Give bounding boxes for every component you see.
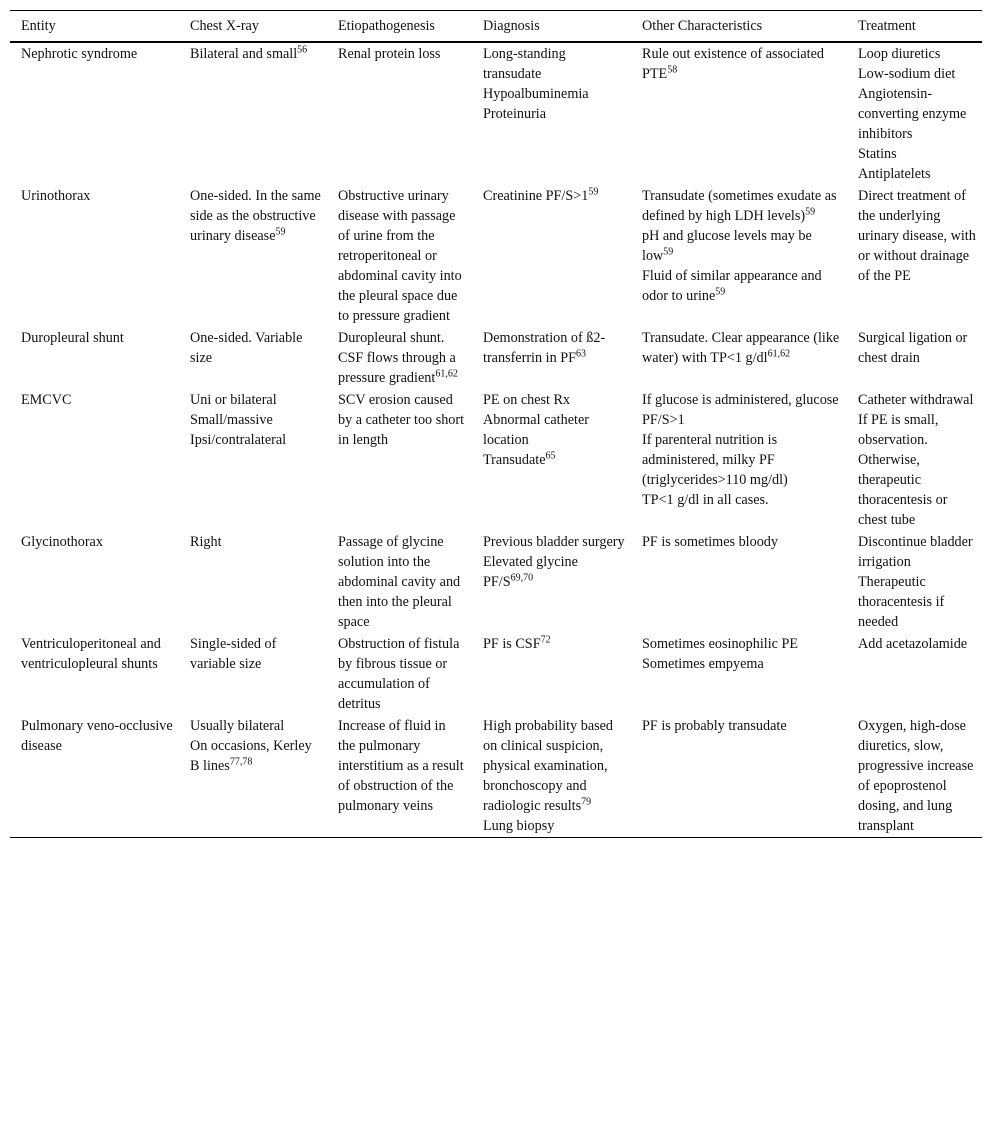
cell-line xyxy=(858,84,976,144)
cell-line-text: One-sided. In the same side as the obstructive urinary disease xyxy=(190,188,321,244)
cell-etiopathogenesis xyxy=(327,42,472,185)
cell-etiopathogenesis xyxy=(327,389,472,531)
pleural-effusion-table xyxy=(10,10,982,838)
cell-line-text: Sometimes eosinophilic PE xyxy=(642,636,799,652)
cell-line xyxy=(642,634,841,654)
cell-line xyxy=(190,44,321,64)
cell-line xyxy=(190,410,321,430)
cell-line-text: Long-standing transudate xyxy=(483,46,566,82)
cell-line xyxy=(858,144,976,164)
table-row xyxy=(10,389,982,531)
cell-line xyxy=(338,44,466,64)
cell-diagnosis xyxy=(472,633,631,715)
table-body xyxy=(10,42,982,838)
cell-line xyxy=(338,532,466,632)
table-row xyxy=(10,185,982,327)
reference-superscript: 56 xyxy=(297,44,308,56)
cell-line-text: PF is sometimes bloody xyxy=(642,534,778,550)
table-container xyxy=(10,10,982,838)
cell-line-text: Sometimes empyema xyxy=(642,656,764,672)
cell-line xyxy=(338,186,466,326)
cell-other-characteristics xyxy=(631,185,847,327)
reference-superscript: 59 xyxy=(663,246,674,258)
cell-line-text: Ipsi/contralateral xyxy=(190,432,287,448)
reference-superscript: 63 xyxy=(576,348,586,360)
cell-line xyxy=(483,532,625,552)
cell-entity xyxy=(10,327,179,389)
cell-line-text: Add acetazolamide xyxy=(858,636,968,652)
cell-entity xyxy=(10,715,179,838)
reference-superscript: 59 xyxy=(715,286,726,298)
table-row xyxy=(10,531,982,633)
cell-line xyxy=(858,410,976,530)
cell-text: Nephrotic syndrome xyxy=(21,46,138,62)
cell-line-text: PF is probably transudate xyxy=(642,718,787,734)
cell-line-text: If parenteral nutrition is administered, milky PF (triglycerides>110 mg/dl) xyxy=(642,432,788,488)
table-row xyxy=(10,715,982,838)
cell-line-text: Demonstration of ß2-transferrin in PF xyxy=(483,330,606,366)
cell-line xyxy=(858,164,976,184)
cell-line-text: Usually bilateral xyxy=(190,718,285,734)
cell-line xyxy=(190,186,321,246)
cell-line-text: Discontinue bladder irrigation xyxy=(858,534,973,570)
cell-line xyxy=(858,572,976,632)
cell-line xyxy=(642,390,841,430)
cell-chest-xray xyxy=(179,389,327,531)
cell-line-text: Uni or bilateral xyxy=(190,392,277,408)
cell-line xyxy=(483,44,625,84)
cell-line-text: High probability based on clinical suspicion, physical examination, bronchoscopy and radiologic results xyxy=(483,718,614,814)
cell-treatment xyxy=(847,633,982,715)
header-chest-xray: Chest X-ray xyxy=(190,18,259,34)
cell-line-text: pH and glucose levels may be low xyxy=(642,228,812,264)
cell-other-characteristics xyxy=(631,531,847,633)
cell-line-text: Elevated glycine PF/S xyxy=(483,554,578,590)
cell-line xyxy=(190,716,321,736)
cell-diagnosis xyxy=(472,185,631,327)
cell-line xyxy=(858,328,976,368)
cell-other-characteristics xyxy=(631,633,847,715)
cell-chest-xray xyxy=(179,185,327,327)
cell-line-text: Previous bladder surgery xyxy=(483,534,625,550)
cell-line-text: PF is CSF xyxy=(483,636,541,652)
cell-line xyxy=(190,390,321,410)
cell-line xyxy=(858,532,976,572)
reference-superscript: 65 xyxy=(545,450,556,462)
cell-treatment xyxy=(847,327,982,389)
reference-superscript: 72 xyxy=(540,634,551,646)
cell-line xyxy=(642,654,841,674)
cell-treatment xyxy=(847,389,982,531)
cell-line-text: Transudate (sometimes exudate as defined by high LDH levels) xyxy=(642,188,837,224)
cell-line-text: TP<1 g/dl in all cases. xyxy=(642,492,769,508)
cell-line xyxy=(642,490,841,510)
reference-superscript: 59 xyxy=(588,186,599,198)
cell-text: Duropleural shunt xyxy=(21,330,124,346)
cell-line xyxy=(483,450,625,470)
cell-text: Urinothorax xyxy=(21,188,91,204)
cell-text: EMCVC xyxy=(21,392,72,408)
cell-line-text: PE on chest Rx xyxy=(483,392,571,408)
cell-treatment xyxy=(847,715,982,838)
cell-line xyxy=(858,390,976,410)
cell-line-text: Obstructive urinary disease with passage of urine from the retroperitoneal or abdominal cavity into the pleural space due to pressure gradient xyxy=(338,188,462,324)
cell-line-text: If PE is small, observation. Otherwise, therapeutic thoracentesis or chest tube xyxy=(858,412,948,528)
cell-line xyxy=(858,44,976,64)
cell-line-text: Proteinuria xyxy=(483,106,547,122)
header-entity: Entity xyxy=(21,18,56,34)
cell-diagnosis xyxy=(472,327,631,389)
cell-line-text: Therapeutic thoracentesis if needed xyxy=(858,574,945,630)
cell-line-text: Abnormal catheter location xyxy=(483,412,589,448)
cell-line-text: Lung biopsy xyxy=(483,818,555,834)
cell-line-text: Catheter withdrawal xyxy=(858,392,974,408)
table-row xyxy=(10,327,982,389)
cell-other-characteristics xyxy=(631,715,847,838)
cell-line xyxy=(190,328,321,368)
cell-chest-xray xyxy=(179,633,327,715)
cell-line-text: Renal protein loss xyxy=(338,46,441,62)
cell-line-text: Low-sodium diet xyxy=(858,66,956,82)
cell-line xyxy=(642,716,841,736)
cell-line xyxy=(642,266,841,306)
cell-diagnosis xyxy=(472,715,631,838)
cell-line-text: Creatinine PF/S>1 xyxy=(483,188,589,204)
cell-line xyxy=(483,390,625,410)
cell-line-text: Direct treatment of the underlying urinary disease, with or without drainage of the PE xyxy=(858,188,976,284)
cell-diagnosis xyxy=(472,531,631,633)
cell-line-text: Angiotensin-converting enzyme inhibitors xyxy=(858,86,967,142)
cell-line-text: Loop diuretics xyxy=(858,46,941,62)
cell-line xyxy=(642,226,841,266)
header-treatment: Treatment xyxy=(858,18,916,34)
header-etiopathogenesis: Etiopathogenesis xyxy=(338,18,435,34)
reference-superscript: 69,70 xyxy=(510,572,534,584)
cell-line xyxy=(338,716,466,816)
cell-treatment xyxy=(847,42,982,185)
cell-line-text: Statins xyxy=(858,146,897,162)
cell-line xyxy=(858,64,976,84)
cell-line-text: Passage of glycine solution into the abdominal cavity and then into the pleural space xyxy=(338,534,461,630)
header-diagnosis: Diagnosis xyxy=(483,18,540,34)
cell-etiopathogenesis xyxy=(327,185,472,327)
cell-line-text: On occasions, Kerley B lines xyxy=(190,738,312,774)
cell-line xyxy=(642,430,841,490)
cell-line xyxy=(483,716,625,816)
cell-text: Pulmonary veno-occlusive disease xyxy=(21,718,173,754)
cell-entity xyxy=(10,185,179,327)
cell-chest-xray xyxy=(179,42,327,185)
cell-chest-xray xyxy=(179,327,327,389)
cell-line-text: If glucose is administered, glucose PF/S>1 xyxy=(642,392,839,428)
cell-line xyxy=(338,328,466,388)
reference-superscript: 77,78 xyxy=(229,756,253,768)
cell-line xyxy=(483,634,625,654)
cell-line-text: Obstruction of fistula by fibrous tissue or accumulation of detritus xyxy=(338,636,460,712)
cell-line xyxy=(338,390,466,450)
cell-line xyxy=(642,328,841,368)
cell-line-text: One-sided. Variable size xyxy=(190,330,303,366)
cell-diagnosis xyxy=(472,42,631,185)
cell-line-text: Transudate xyxy=(483,452,546,468)
cell-etiopathogenesis xyxy=(327,715,472,838)
cell-line xyxy=(483,84,625,104)
cell-line xyxy=(190,430,321,450)
cell-other-characteristics xyxy=(631,42,847,185)
cell-line xyxy=(483,552,625,592)
cell-line xyxy=(338,634,466,714)
cell-line-text: Rule out existence of associated PTE xyxy=(642,46,825,82)
cell-line xyxy=(858,634,976,654)
cell-line xyxy=(483,816,625,836)
cell-line xyxy=(483,410,625,450)
reference-superscript: 79 xyxy=(581,796,592,808)
cell-line-text: Small/massive xyxy=(190,412,273,428)
cell-entity xyxy=(10,389,179,531)
cell-line xyxy=(190,634,321,674)
cell-line xyxy=(190,736,321,776)
cell-line-text: Single-sided of variable size xyxy=(190,636,277,672)
cell-line-text: SCV erosion caused by a catheter too short in length xyxy=(338,392,465,448)
cell-line-text: Increase of fluid in the pulmonary interstitium as a result of obstruction of the pulmonary veins xyxy=(338,718,464,814)
cell-other-characteristics xyxy=(631,389,847,531)
cell-line-text: Oxygen, high-dose diuretics, slow, progressive increase of epoprostenol dosing, and lung transplant xyxy=(858,718,974,834)
cell-line xyxy=(642,186,841,226)
reference-superscript: 58 xyxy=(667,64,678,76)
cell-line xyxy=(190,532,321,552)
cell-etiopathogenesis xyxy=(327,531,472,633)
cell-line xyxy=(483,186,625,206)
cell-line xyxy=(483,328,625,368)
cell-text: Glycinothorax xyxy=(21,534,103,550)
cell-entity xyxy=(10,42,179,185)
cell-chest-xray xyxy=(179,715,327,838)
cell-line-text: Fluid of similar appearance and odor to urine xyxy=(642,268,822,304)
cell-etiopathogenesis xyxy=(327,327,472,389)
cell-line-text: Hypoalbuminemia xyxy=(483,86,589,102)
cell-treatment xyxy=(847,185,982,327)
cell-line-text: Right xyxy=(190,534,222,550)
cell-line-text: Transudate. Clear appearance (like water) with TP<1 g/dl xyxy=(642,330,840,366)
cell-entity xyxy=(10,531,179,633)
cell-line-text: Surgical ligation or chest drain xyxy=(858,330,968,366)
cell-line-text: Antiplatelets xyxy=(858,166,931,182)
cell-line xyxy=(642,532,841,552)
cell-entity xyxy=(10,633,179,715)
cell-line xyxy=(858,186,976,286)
reference-superscript: 59 xyxy=(275,226,286,238)
cell-line xyxy=(642,44,841,84)
reference-superscript: 59 xyxy=(805,206,816,218)
cell-line-text: Duropleural shunt. CSF flows through a pressure gradient xyxy=(338,330,456,386)
cell-line xyxy=(483,104,625,124)
cell-text: Ventriculoperitoneal and ventriculopleural shunts xyxy=(21,636,161,672)
header-row xyxy=(10,11,982,43)
cell-etiopathogenesis xyxy=(327,633,472,715)
reference-superscript: 61,62 xyxy=(435,368,458,380)
cell-other-characteristics xyxy=(631,327,847,389)
cell-treatment xyxy=(847,531,982,633)
cell-chest-xray xyxy=(179,531,327,633)
reference-superscript: 61,62 xyxy=(767,348,791,360)
cell-line xyxy=(858,716,976,836)
cell-line-text: Bilateral and small xyxy=(190,46,298,62)
table-row xyxy=(10,633,982,715)
cell-diagnosis xyxy=(472,389,631,531)
table-row xyxy=(10,42,982,185)
header-other-characteristics: Other Characteristics xyxy=(642,18,763,34)
